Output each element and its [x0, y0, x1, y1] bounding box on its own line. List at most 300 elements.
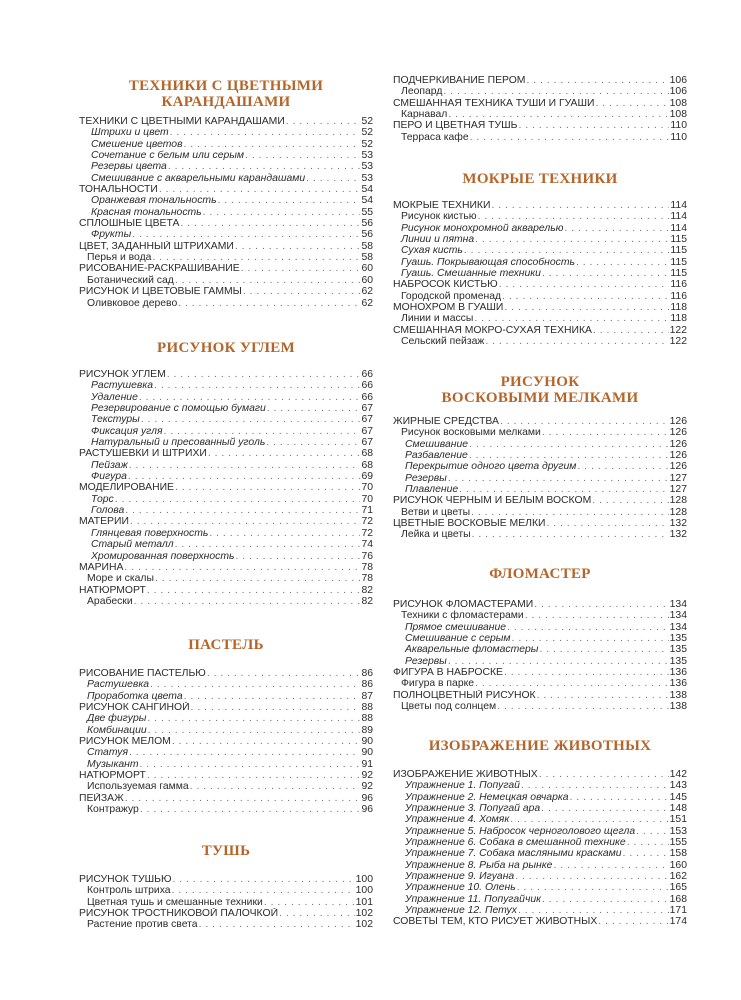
toc-entry[interactable]: [393, 120, 687, 131]
toc-entry[interactable]: [393, 916, 687, 927]
toc-entry-page-number: 60: [361, 263, 373, 275]
toc-entry-title: РИСУНОК УГЛЕМ: [79, 369, 166, 380]
toc-entry-title: Пейзаж: [91, 459, 128, 471]
toc-entry[interactable]: [79, 286, 373, 297]
toc-entry[interactable]: [393, 473, 687, 484]
toc-entry-page-number: 158: [669, 848, 687, 860]
dot-leader: [218, 195, 361, 206]
toc-entry[interactable]: [79, 781, 373, 792]
toc-entry[interactable]: [79, 562, 373, 573]
toc-entry[interactable]: [79, 471, 373, 482]
toc-entry[interactable]: [393, 302, 687, 313]
dot-leader: [443, 86, 668, 97]
toc-entry[interactable]: [393, 769, 687, 780]
toc-entry[interactable]: [393, 461, 687, 472]
toc-entry-page-number: 67: [361, 437, 373, 449]
toc-entry[interactable]: [79, 195, 373, 206]
dot-leader: [184, 139, 361, 150]
toc-entry-title: Терраса кафе: [401, 131, 469, 143]
toc-entry-page-number: 69: [361, 471, 373, 483]
toc-entry[interactable]: [393, 882, 687, 893]
toc-entry[interactable]: [79, 494, 373, 505]
dot-leader: [525, 610, 669, 621]
toc-entry[interactable]: [79, 403, 373, 414]
dot-leader: [500, 416, 669, 427]
toc-entry-page-number: 106: [669, 86, 687, 98]
toc-entry-page-number: 115: [670, 234, 687, 246]
dot-leader: [448, 109, 668, 120]
toc-entry-page-number: 114: [670, 200, 687, 211]
toc-entry[interactable]: [79, 573, 373, 584]
dot-leader: [180, 218, 360, 229]
toc-entry-title: Контроль штриха: [87, 885, 171, 897]
toc-entry-title: ИЗОБРАЖЕНИЕ ЖИВОТНЫХ: [393, 769, 538, 780]
toc-entry-title: МАРИНА: [79, 561, 124, 573]
toc-entry-page-number: 174: [669, 916, 687, 928]
toc-entry-title: Карнавал: [401, 109, 448, 121]
dot-leader: [478, 211, 670, 222]
dot-leader: [147, 713, 360, 724]
toc-entry-page-number: 127: [669, 472, 687, 484]
toc-entry[interactable]: [79, 116, 373, 127]
dot-leader: [521, 780, 669, 791]
toc-entry-page-number: 53: [361, 161, 373, 173]
toc-entry-title: Арабески: [87, 595, 133, 607]
toc-entry-page-number: 132: [669, 529, 687, 541]
toc-entry-page-number: 126: [669, 416, 687, 427]
dot-leader: [139, 392, 361, 403]
toc-entry[interactable]: [79, 725, 373, 736]
toc-entry-title: Упражнение 5. Набросок черноголового щегла: [405, 825, 636, 837]
dot-leader: [190, 781, 361, 792]
dot-leader: [159, 184, 361, 195]
toc-entry-page-number: 108: [669, 97, 687, 109]
dot-leader: [172, 874, 354, 885]
toc-entry[interactable]: [79, 184, 373, 195]
toc-entry[interactable]: [79, 759, 373, 770]
toc-entry-page-number: 118: [670, 313, 687, 325]
toc-entry[interactable]: [393, 245, 687, 256]
dot-leader: [245, 150, 360, 161]
toc-entry[interactable]: [393, 427, 687, 438]
toc-entry[interactable]: [79, 275, 373, 286]
toc-entry-page-number: 145: [669, 791, 687, 803]
toc-entry[interactable]: [79, 516, 373, 527]
toc-entry-page-number: 78: [361, 573, 373, 585]
toc-entry[interactable]: [393, 871, 687, 882]
dot-leader: [576, 257, 669, 268]
toc-entry-page-number: 86: [361, 679, 373, 691]
dot-leader: [553, 860, 668, 871]
toc-entry[interactable]: [79, 505, 373, 516]
toc-entry-title: Линии и массы: [401, 313, 474, 325]
toc-entry-page-number: 56: [361, 218, 373, 230]
toc-entry-page-number: 66: [361, 369, 373, 380]
toc-entry[interactable]: [79, 585, 373, 596]
toc-entry[interactable]: [79, 437, 373, 448]
toc-entry-page-number: 115: [670, 268, 687, 280]
toc-entry[interactable]: [79, 551, 373, 562]
toc-entry-page-number: 126: [669, 461, 687, 473]
dot-leader: [448, 656, 669, 667]
dot-leader: [147, 770, 361, 781]
toc-entry-title: Сочетание с белым или серым: [91, 150, 245, 162]
toc-entry-title: Цветы под солнцем: [401, 701, 497, 713]
toc-entry[interactable]: [393, 109, 687, 120]
toc-entry-title: Красная тональность: [91, 206, 202, 218]
toc-entry[interactable]: [79, 908, 373, 919]
toc-entry-title: Фигура: [91, 471, 127, 483]
toc-entry[interactable]: [79, 369, 373, 380]
section-heading: [393, 171, 687, 187]
toc-entry-page-number: 70: [361, 482, 373, 494]
toc-entry-title: Упражнение 2. Немецкая овчарка: [405, 791, 569, 803]
toc-entry-page-number: 90: [361, 747, 373, 759]
toc-entry-page-number: 53: [361, 172, 373, 184]
dot-leader: [243, 286, 361, 297]
toc-entry-page-number: 67: [361, 425, 373, 437]
toc-entry[interactable]: [79, 392, 373, 403]
dot-leader: [129, 747, 360, 758]
section-heading: [393, 374, 687, 406]
dot-leader: [167, 369, 361, 380]
toc-entry-title: Разбавление: [405, 450, 468, 462]
toc-entry[interactable]: [79, 539, 373, 550]
dot-leader: [125, 793, 361, 804]
toc-entry-page-number: 127: [669, 484, 687, 496]
toc-entry[interactable]: [79, 241, 373, 252]
toc-entry[interactable]: [393, 644, 687, 655]
dot-leader: [539, 644, 668, 655]
toc-entry[interactable]: [79, 252, 373, 263]
toc-entry[interactable]: [393, 336, 687, 347]
toc-entry[interactable]: [79, 885, 373, 896]
toc-entry-page-number: 88: [361, 702, 373, 714]
toc-entry[interactable]: [393, 656, 687, 667]
toc-entry-title: ПЕРО И ЦВЕТНАЯ ТУШЬ: [393, 120, 518, 132]
toc-entry[interactable]: [79, 770, 373, 781]
dot-leader: [471, 507, 669, 518]
toc-entry-page-number: 115: [670, 256, 687, 268]
dot-leader: [164, 426, 361, 437]
toc-entry[interactable]: [79, 460, 373, 471]
toc-entry-page-number: 136: [669, 667, 687, 679]
dot-leader: [128, 471, 361, 482]
toc-entry[interactable]: [393, 780, 687, 791]
toc-entry-page-number: 66: [361, 391, 373, 403]
toc-entry[interactable]: [393, 622, 687, 633]
toc-entry-title: Растушевка: [91, 380, 154, 392]
toc-entry-page-number: 71: [361, 505, 373, 517]
toc-entry-title: РИСОВАНИЕ-РАСКРАШИВАНИЕ: [79, 263, 240, 275]
toc-entry-page-number: 89: [361, 724, 373, 736]
dot-leader: [485, 336, 668, 347]
toc-entry[interactable]: [393, 291, 687, 302]
toc-entry[interactable]: [393, 325, 687, 336]
toc-entry[interactable]: [79, 448, 373, 459]
toc-entry[interactable]: [393, 75, 687, 86]
toc-entry[interactable]: [393, 268, 687, 279]
toc-entry[interactable]: [393, 257, 687, 268]
toc-entry-title: Гуашь. Покрывающая способность: [401, 256, 575, 268]
toc-entry-title: Перекрытие одного цвета другим: [405, 461, 577, 473]
toc-entry-page-number: 138: [669, 701, 687, 713]
toc-entry[interactable]: [79, 702, 373, 713]
toc-entry-title: МОКРЫЕ ТЕХНИКИ: [393, 200, 491, 211]
toc-entry-page-number: 60: [361, 274, 373, 286]
dot-leader: [475, 678, 669, 689]
toc-entry[interactable]: [393, 86, 687, 97]
toc-entry-page-number: 162: [669, 871, 687, 883]
toc-entry[interactable]: [79, 426, 373, 437]
dot-leader: [125, 505, 360, 516]
dot-leader: [497, 701, 668, 712]
toc-entry[interactable]: [393, 518, 687, 529]
toc-entry-page-number: 62: [361, 286, 373, 298]
toc-entry[interactable]: [393, 814, 687, 825]
toc-entry-page-number: 90: [361, 736, 373, 748]
toc-entry-title: Прямое смешивание: [405, 621, 507, 633]
toc-entry[interactable]: [393, 599, 687, 610]
dot-leader: [267, 403, 361, 414]
toc-entry[interactable]: [393, 690, 687, 701]
toc-entry[interactable]: [79, 218, 373, 229]
toc-entry-title: Фиксация угля: [91, 425, 163, 437]
dot-leader: [542, 427, 669, 438]
toc-entry[interactable]: [79, 528, 373, 539]
toc-entry[interactable]: [393, 450, 687, 461]
dot-leader: [172, 736, 361, 747]
toc-entry-title: РИСУНОК ТРОСТНИКОВОЙ ПАЛОЧКОЙ: [79, 908, 279, 920]
toc-entry[interactable]: [79, 482, 373, 493]
toc-entry-title: Удаление: [91, 391, 138, 403]
toc-entry-page-number: 135: [669, 644, 687, 656]
toc-entry-page-number: 87: [361, 690, 373, 702]
toc-entry[interactable]: [79, 691, 373, 702]
toc-entry[interactable]: [79, 207, 373, 218]
toc-entry[interactable]: [393, 98, 687, 109]
dot-leader: [518, 120, 669, 131]
toc-entry[interactable]: [79, 874, 373, 885]
toc-entry-title: Резервы цвета: [91, 161, 167, 173]
section-heading: [393, 566, 687, 582]
toc-entry[interactable]: [393, 610, 687, 621]
toc-entry-title: Две фигуры: [87, 713, 147, 725]
toc-entry[interactable]: [393, 905, 687, 916]
toc-entry-page-number: 102: [355, 908, 373, 920]
toc-entry-title: Оливковое дерево: [87, 297, 178, 309]
toc-entry[interactable]: [393, 792, 687, 803]
toc-entry[interactable]: [79, 229, 373, 240]
toc-entry[interactable]: [79, 596, 373, 607]
toc-entry[interactable]: [79, 679, 373, 690]
toc-entry[interactable]: [393, 678, 687, 689]
toc-entry-page-number: 102: [355, 919, 373, 931]
toc-entry[interactable]: [393, 416, 687, 427]
toc-entry[interactable]: [393, 701, 687, 712]
dot-leader: [598, 916, 668, 927]
toc-entry[interactable]: [79, 161, 373, 172]
toc-entry[interactable]: [393, 223, 687, 234]
toc-entry-title: Резервирование с помощью бумаги: [91, 403, 266, 415]
toc-entry[interactable]: [393, 633, 687, 644]
dot-leader: [124, 562, 360, 573]
toc-entry-page-number: 126: [669, 438, 687, 450]
toc-entry[interactable]: [79, 380, 373, 391]
section-heading-line: РИСУНОК: [500, 374, 580, 390]
dot-leader: [526, 75, 668, 86]
toc-entry-title: Упражнение 3. Попугай ара: [405, 803, 541, 815]
toc-entry-title: Леопард: [401, 86, 443, 98]
toc-entry-title: Упражнение 1. Попугай: [405, 780, 520, 792]
toc-entry-title: ПОДЧЕРКИВАНИЕ ПЕРОМ: [393, 75, 526, 86]
toc-entry-title: НАТЮРМОРТ: [79, 770, 146, 782]
dot-leader: [241, 263, 361, 274]
toc-entry[interactable]: [393, 667, 687, 678]
toc-entry[interactable]: [79, 298, 373, 309]
toc-entry[interactable]: [393, 234, 687, 245]
toc-entry-page-number: 143: [669, 780, 687, 792]
toc-entry-title: СМЕШАННАЯ МОКРО-СУХАЯ ТЕХНИКА: [393, 324, 592, 336]
dot-leader: [168, 161, 361, 172]
dot-leader: [264, 897, 355, 908]
toc-entry-page-number: 122: [669, 324, 687, 336]
toc-entry-title: ЦВЕТ, ЗАДАННЫЙ ШТРИХАМИ: [79, 240, 234, 252]
dot-leader: [546, 518, 668, 529]
toc-entry[interactable]: [393, 200, 687, 211]
toc-entry-title: Проработка цвета: [87, 690, 183, 702]
toc-entry-page-number: 128: [669, 495, 687, 507]
toc-entry[interactable]: [79, 139, 373, 150]
toc-entry-page-number: 54: [361, 195, 373, 207]
toc-entry-page-number: 55: [361, 206, 373, 218]
dot-leader: [115, 494, 361, 505]
toc-entry-title: НАТЮРМОРТ: [79, 584, 146, 596]
dot-leader: [504, 667, 669, 678]
toc-entry-title: Упражнение 4. Хомяк: [405, 814, 510, 826]
section-heading-line: ФЛОМАСТЕР: [489, 566, 591, 582]
toc-entry-title: Лейка и цветы: [401, 529, 471, 541]
toc-entry[interactable]: [79, 793, 373, 804]
toc-entry-title: Упражнение 6. Собака в смешанной технике: [405, 837, 626, 849]
dot-leader: [134, 596, 361, 607]
toc-entry-page-number: 135: [669, 633, 687, 645]
dot-leader: [235, 241, 361, 252]
toc-entry[interactable]: [393, 484, 687, 495]
toc-entry-page-number: 114: [670, 222, 687, 234]
toc-entry-title: Статуя: [87, 747, 128, 759]
toc-entry-page-number: 67: [361, 414, 373, 426]
toc-entry-page-number: 128: [669, 506, 687, 518]
toc-entry[interactable]: [393, 894, 687, 905]
toc-entry-title: Упражнение 12. Петух: [405, 905, 517, 917]
toc-entry[interactable]: [79, 919, 373, 930]
toc-entry[interactable]: [79, 127, 373, 138]
toc-entry[interactable]: [393, 826, 687, 837]
dot-leader: [627, 837, 669, 848]
toc-entry[interactable]: [393, 837, 687, 848]
toc-entry[interactable]: [79, 804, 373, 815]
toc-entry[interactable]: [393, 495, 687, 506]
toc-entry-title: ПЕЙЗАЖ: [79, 792, 124, 804]
toc-entry-title: Линии и пятна: [401, 234, 475, 246]
dot-leader: [475, 234, 669, 245]
toc-entry[interactable]: [79, 263, 373, 274]
toc-entry[interactable]: [393, 848, 687, 859]
toc-entry-page-number: 106: [669, 75, 687, 86]
dot-leader: [306, 173, 360, 184]
dot-leader: [279, 908, 355, 919]
toc-entry[interactable]: [393, 860, 687, 871]
toc-entry-page-number: 115: [670, 245, 687, 257]
section-heading-line: ТЕХНИКИ С ЦВЕТНЫМИ: [128, 78, 324, 94]
dot-leader: [593, 325, 669, 336]
toc-entry-title: Хромированная поверхность: [91, 550, 235, 562]
toc-entry-title: НАБРОСОК КИСТЬЮ: [393, 279, 498, 291]
toc-entry[interactable]: [393, 132, 687, 143]
section-heading-line: МОКРЫЕ ТЕХНИКИ: [462, 171, 618, 187]
toc-entry-title: РИСУНОК ТУШЬЮ: [79, 874, 172, 885]
dot-leader: [150, 679, 360, 690]
toc-entry[interactable]: [79, 668, 373, 679]
dot-leader: [129, 460, 361, 471]
section-heading: [79, 637, 373, 653]
toc-entry-page-number: 114: [670, 211, 687, 223]
section-heading-line: ВОСКОВЫМИ МЕЛКАМИ: [441, 390, 639, 406]
toc-entry[interactable]: [79, 897, 373, 908]
dot-leader: [470, 132, 670, 143]
toc-entry-page-number: 100: [355, 874, 373, 885]
toc-entry[interactable]: [79, 173, 373, 184]
toc-entry-title: ТОНАЛЬНОСТИ: [79, 184, 158, 196]
dot-leader: [154, 380, 360, 391]
section-heading: [79, 78, 373, 110]
dot-leader: [469, 439, 669, 450]
toc-entry[interactable]: [393, 279, 687, 290]
toc-entry[interactable]: [393, 211, 687, 222]
toc-entry[interactable]: [393, 439, 687, 450]
toc-entry[interactable]: [393, 529, 687, 540]
dot-leader: [178, 298, 360, 309]
toc-entry[interactable]: [79, 747, 373, 758]
toc-entry-title: Цветная тушь и смешанные техники: [87, 896, 263, 908]
toc-entry-title: Упражнение 10. Олень: [405, 882, 516, 894]
toc-entry-title: Перья и вода: [87, 252, 152, 264]
toc-entry[interactable]: [79, 414, 373, 425]
toc-entry-page-number: 86: [361, 668, 373, 679]
toc-entry-title: РИСОВАНИЕ ПАСТЕЛЬЮ: [79, 668, 206, 679]
toc-entry-title: Торс: [91, 493, 114, 505]
toc-entry[interactable]: [393, 803, 687, 814]
dot-leader: [577, 461, 668, 472]
toc-entry-title: Растение против света: [87, 919, 198, 931]
dot-leader: [175, 275, 361, 286]
toc-entry-page-number: 52: [361, 127, 373, 139]
toc-entry-list: [79, 668, 373, 815]
dot-leader: [140, 804, 361, 815]
toc-entry-page-number: 82: [361, 584, 373, 596]
toc-entry[interactable]: [79, 713, 373, 724]
toc-entry[interactable]: [393, 313, 687, 324]
dot-leader: [209, 528, 360, 539]
toc-entry[interactable]: [393, 507, 687, 518]
dot-leader: [472, 529, 669, 540]
toc-entry[interactable]: [79, 150, 373, 161]
dot-leader: [459, 484, 668, 495]
toc-entry-page-number: 122: [669, 336, 687, 348]
toc-entry-title: Сухая кисть: [401, 245, 463, 257]
toc-entry[interactable]: [79, 736, 373, 747]
